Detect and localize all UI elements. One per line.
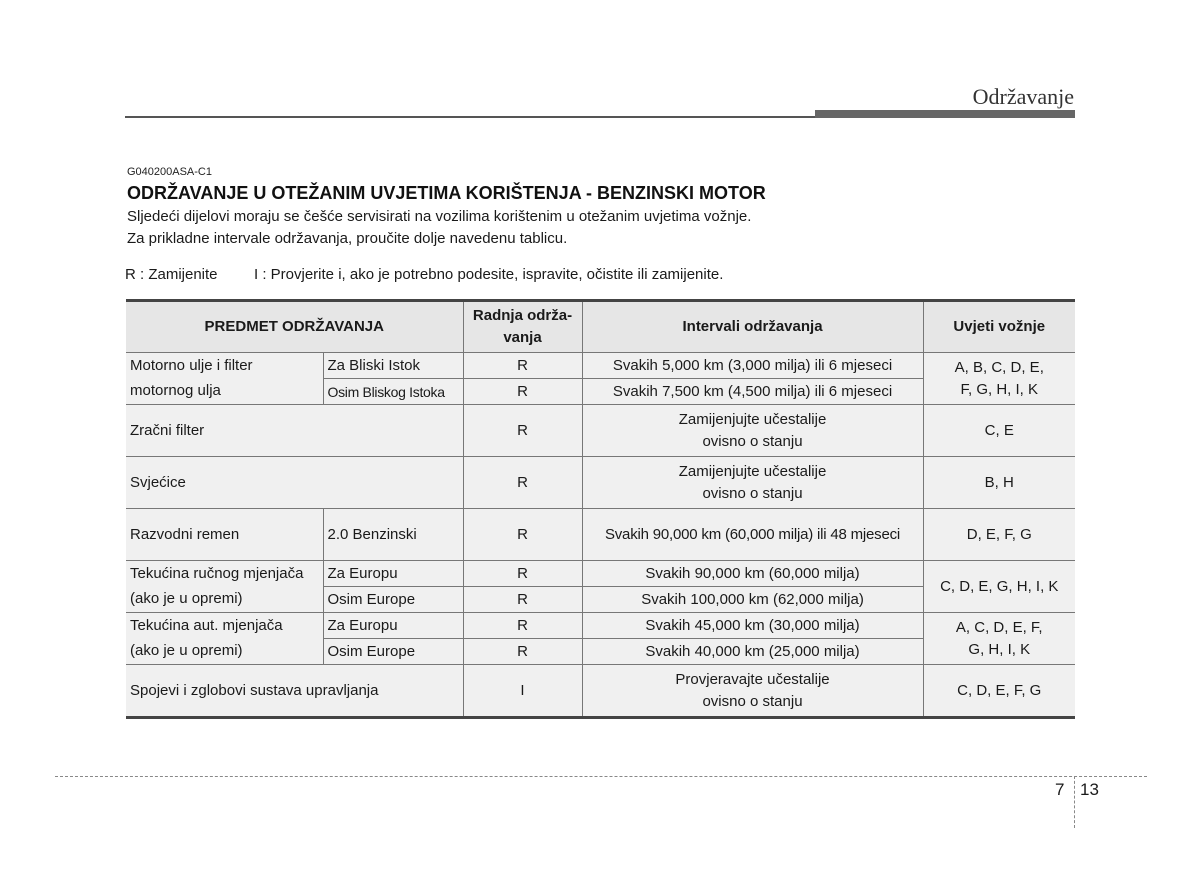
- footer-rule: [55, 776, 1147, 777]
- item-cell: Tekućina aut. mjenjača: [126, 613, 323, 639]
- operation-cell: R: [463, 509, 582, 561]
- sub-cell: Osim Europe: [323, 587, 463, 613]
- operation-cell: R: [463, 379, 582, 405]
- conditions-cell: A, B, C, D, E, F, G, H, I, K: [923, 353, 1075, 405]
- table-row: [126, 665, 1075, 718]
- item-cell: (ako je u opremi): [126, 587, 323, 613]
- footer-divider: [1074, 776, 1075, 828]
- header-conditions: Uvjeti vožnje: [923, 301, 1075, 353]
- operation-cell: R: [463, 613, 582, 639]
- sub-cell: Za Europu: [323, 561, 463, 587]
- header-operation: Radnja održa- vanja: [463, 301, 582, 353]
- item-cell: Tekućina ručnog mjenjača: [126, 561, 323, 587]
- header-rule: [125, 116, 815, 118]
- item-cell: Spojevi i zglobovi sustava upravljanja: [126, 665, 463, 718]
- table-row: [126, 457, 1075, 509]
- page-header-title: Održavanje: [972, 84, 1074, 109]
- sub-cell: Osim Europe: [323, 639, 463, 665]
- sub-cell: 2.0 Benzinski: [323, 509, 463, 561]
- conditions-cell: C, E: [923, 405, 1075, 457]
- sub-cell: Za Europu: [323, 613, 463, 639]
- table-row: [126, 613, 1075, 639]
- conditions-cell: C, D, E, F, G: [923, 665, 1075, 718]
- conditions-cell: A, C, D, E, F, G, H, I, K: [923, 613, 1075, 665]
- operation-cell: R: [463, 587, 582, 613]
- interval-cell: Svakih 40,000 km (25,000 milja): [582, 639, 923, 665]
- maintenance-table: [126, 299, 1075, 719]
- interval-cell: Svakih 5,000 km (3,000 milja) ili 6 mjeseci: [582, 353, 923, 379]
- table-row: [126, 509, 1075, 561]
- chapter-number: 7: [1055, 780, 1065, 799]
- conditions-cell: D, E, F, G: [923, 509, 1075, 561]
- table-header-row: [126, 301, 1075, 353]
- interval-cell: Svakih 45,000 km (30,000 milja): [582, 613, 923, 639]
- section-heading: ODRŽAVANJE U OTEŽANIM UVJETIMA KORIŠTENJA - BENZINSKI MOTOR: [127, 183, 766, 203]
- item-cell: Motorno ulje i filter: [126, 353, 323, 379]
- table-row: [126, 405, 1075, 457]
- conditions-cell: C, D, E, G, H, I, K: [923, 561, 1075, 613]
- item-cell: Zračni filter: [126, 405, 463, 457]
- item-cell: (ako je u opremi): [126, 639, 323, 665]
- header-interval: Intervali održavanja: [582, 301, 923, 353]
- operation-cell: R: [463, 561, 582, 587]
- header-item: PREDMET ODRŽAVANJA: [126, 301, 463, 353]
- page-number: 13: [1080, 780, 1099, 799]
- interval-cell: Svakih 90,000 km (60,000 milja): [582, 561, 923, 587]
- legend-inspect: I : Provjerite i, ako je potrebno podesite, ispravite, očistite ili zamijenite.: [254, 266, 724, 283]
- interval-cell: Zamijenjujte učestalije ovisno o stanju: [582, 405, 923, 457]
- sub-cell: Osim Bliskog Istoka: [323, 379, 463, 405]
- operation-cell: R: [463, 457, 582, 509]
- legend-replace: R : Zamijenite: [125, 266, 218, 283]
- interval-cell: Zamijenjujte učestalije ovisno o stanju: [582, 457, 923, 509]
- interval-cell: Svakih 100,000 km (62,000 milja): [582, 587, 923, 613]
- intro-text-line1: Sljedeći dijelovi moraju se češće servisirati na vozilima korištenim u otežanim uvjetima vožnje.: [127, 208, 752, 225]
- table-row: [126, 353, 1075, 379]
- conditions-cell: B, H: [923, 457, 1075, 509]
- item-cell: Svjećice: [126, 457, 463, 509]
- operation-cell: R: [463, 639, 582, 665]
- section-code: G040200ASA-C1: [127, 166, 212, 178]
- header-rule-accent: [815, 110, 1075, 118]
- interval-cell: Provjeravajte učestalije ovisno o stanju: [582, 665, 923, 718]
- table-row: [126, 561, 1075, 587]
- operation-cell: I: [463, 665, 582, 718]
- interval-cell: Svakih 7,500 km (4,500 milja) ili 6 mjeseci: [582, 379, 923, 405]
- item-cell: motornog ulja: [126, 379, 323, 405]
- sub-cell: Za Bliski Istok: [323, 353, 463, 379]
- intro-text-line2: Za prikladne intervale održavanja, proučite dolje navedenu tablicu.: [127, 230, 568, 247]
- operation-cell: R: [463, 405, 582, 457]
- interval-cell: Svakih 90,000 km (60,000 milja) ili 48 mjeseci: [582, 509, 923, 561]
- operation-cell: R: [463, 353, 582, 379]
- item-cell: Razvodni remen: [126, 509, 323, 561]
